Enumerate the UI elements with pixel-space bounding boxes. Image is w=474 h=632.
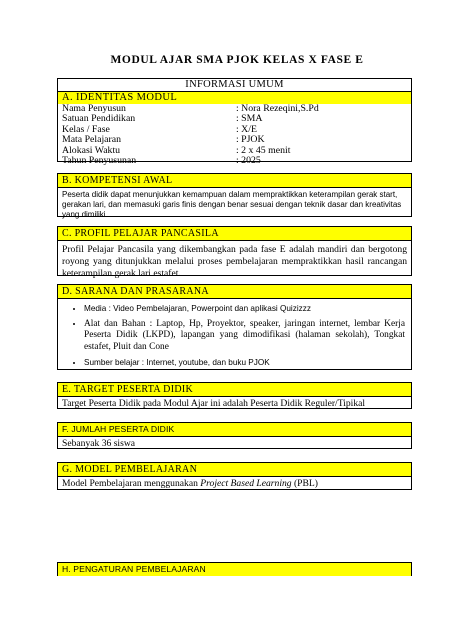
identitas-label: Kelas / Fase xyxy=(62,123,110,135)
sarana-item-media: • Media : Video Pembelajaran, Powerpoint dan aplikasi Quizizzz xyxy=(84,303,405,315)
model-text-suffix: (PBL) xyxy=(291,478,318,489)
model-pembelajaran-box xyxy=(57,462,412,490)
model-pembelajaran-text xyxy=(58,477,411,491)
identitas-label: Alokasi Waktu xyxy=(62,144,121,156)
model-text-emphasis: Project Based Learning xyxy=(200,478,292,489)
identitas-value: : 2025 xyxy=(236,155,261,167)
identitas-value: : SMA xyxy=(236,113,263,125)
informasi-umum-box xyxy=(57,78,412,167)
identitas-row xyxy=(62,156,319,166)
sarana-item-alat-bahan: • Alat dan Bahan : Laptop, Hp, Proyektor, speaker, jaringan internet, lembar Kerja Peserta Didik (LKPD), lapangan yang dimodifikasi (halaman sekolah), Tongkat estafet, Pluit dan Cone xyxy=(84,319,405,354)
sarana-prasarana-header: D. SARANA DAN PRASARANA xyxy=(58,285,411,299)
identitas-value: : PJOK xyxy=(236,134,265,146)
kompetensi-awal-header: B. KOMPETENSI AWAL xyxy=(58,174,411,188)
target-peserta-text: Target Peserta Didik pada Modul Ajar ini adalah Peserta Didik Reguler/Tipikal xyxy=(62,398,366,409)
pengaturan-pembelajaran-header: H. PENGATURAN PEMBELAJARAN xyxy=(58,563,411,576)
jumlah-peserta-header: F. JUMLAH PESERTA DIDIK xyxy=(58,423,411,437)
identitas-value: : Nora Rezeqini,S.Pd xyxy=(236,103,319,114)
target-peserta-box xyxy=(57,382,412,409)
sarana-list xyxy=(58,303,411,369)
kompetensi-awal-box xyxy=(57,173,412,217)
informasi-umum-heading: INFORMASI UMUM xyxy=(58,79,411,92)
profil-pelajar-header: C. PROFIL PELAJAR PANCASILA xyxy=(58,227,411,241)
target-peserta-header: E. TARGET PESERTA DIDIK xyxy=(58,383,411,397)
pengaturan-pembelajaran-box xyxy=(57,562,412,576)
model-pembelajaran-header: G. MODEL PEMBELAJARAN xyxy=(58,463,411,477)
model-text-prefix: Model Pembelajaran menggunakan xyxy=(62,478,201,489)
sarana-item-sumber: • Sumber belajar : Internet, youtube, dan buku PJOK xyxy=(84,357,405,369)
kompetensi-awal-text: Peserta didik dapat menunjukkan kemampuan dalam mempraktikkan keterampilan gerak start, gerakan lari, dan memasuki garis finis dengan benar sesuai dengan teknik dasar dan kreativitas yang dimiliki. xyxy=(62,190,402,219)
identitas-label: Mata Pelajaran xyxy=(62,134,122,146)
identitas-value: : X/E xyxy=(236,123,257,135)
profil-pelajar-box xyxy=(57,226,412,279)
profil-pelajar-text: Profil Pelajar Pancasila yang dikembangkan pada fase E adalah mandiri dan bergotong royong yang ditunjukkan melalui proses pembelajaran mempraktikkan hasil rancangan keterampilan gerak lari estafet. xyxy=(62,244,407,279)
sarana-prasarana-box xyxy=(57,284,412,370)
identitas-label: Nama Penyusun xyxy=(62,103,126,114)
identitas-modul-header: A. IDENTITAS MODUL xyxy=(58,92,411,104)
identitas-label: Satuan Pendidikan xyxy=(62,113,136,125)
jumlah-peserta-text: Sebanyak 36 siswa xyxy=(62,438,136,449)
jumlah-peserta-box xyxy=(57,422,412,449)
identitas-table xyxy=(62,104,319,166)
document-title: MODUL AJAR SMA PJOK KELAS X FASE E xyxy=(110,54,364,66)
identitas-label: Tahun Penyusunan xyxy=(62,155,137,167)
identitas-value: : 2 x 45 menit xyxy=(236,144,291,156)
